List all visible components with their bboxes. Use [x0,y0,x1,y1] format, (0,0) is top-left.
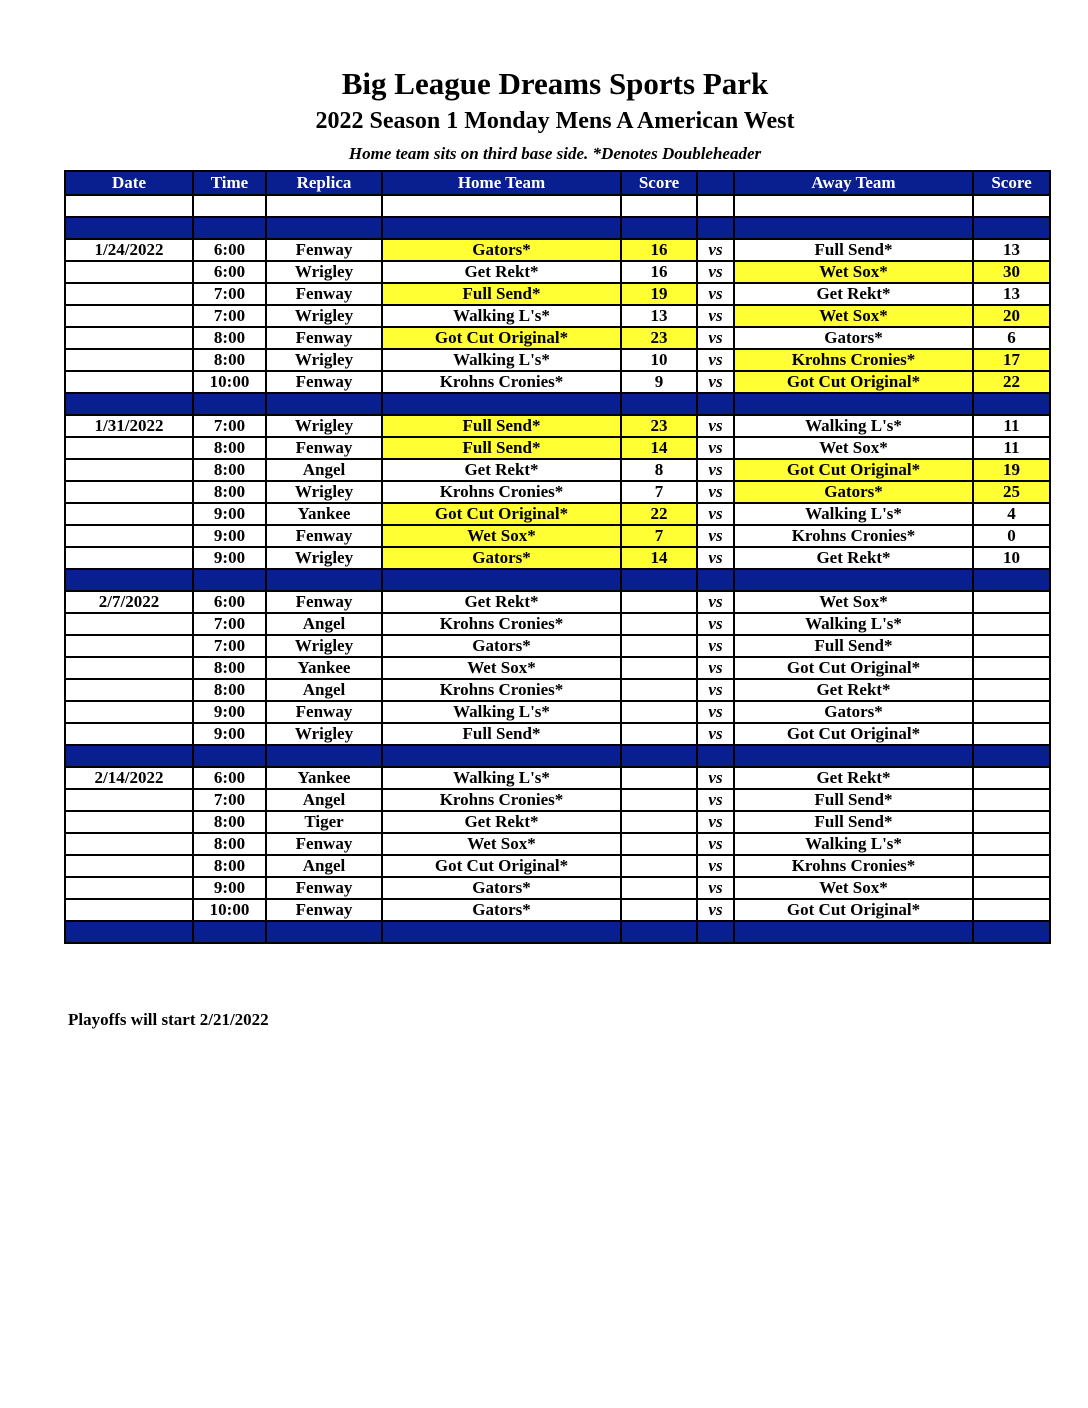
home-team: Walking L's* [382,701,621,723]
game-row [65,349,1050,371]
col-header-home-team: Home Team [382,171,621,195]
game-replica: Angel [266,855,382,877]
away-team: Krohns Cronies* [734,349,973,371]
away-team: Gators* [734,701,973,723]
away-team: Get Rekt* [734,679,973,701]
away-score [973,833,1050,855]
vs-label: vs [697,723,734,745]
home-score: 10 [621,349,697,371]
home-team: Got Cut Original* [382,327,621,349]
away-team: Krohns Cronies* [734,855,973,877]
col-header-away-team: Away Team [734,171,973,195]
game-row [65,789,1050,811]
game-time: 10:00 [193,371,266,393]
game-date: 2/14/2022 [65,767,193,789]
home-team: Krohns Cronies* [382,789,621,811]
game-date [65,701,193,723]
home-score: 19 [621,283,697,305]
away-score [973,811,1050,833]
away-score: 13 [973,283,1050,305]
away-score: 0 [973,525,1050,547]
away-team: Wet Sox* [734,877,973,899]
game-replica: Fenway [266,899,382,921]
game-time: 8:00 [193,657,266,679]
col-header-date: Date [65,171,193,195]
game-date [65,723,193,745]
game-time: 10:00 [193,899,266,921]
game-row [65,525,1050,547]
away-team: Krohns Cronies* [734,525,973,547]
game-row [65,437,1050,459]
game-replica: Angel [266,613,382,635]
home-score: 8 [621,459,697,481]
game-time: 6:00 [193,767,266,789]
home-team: Full Send* [382,723,621,745]
game-date [65,437,193,459]
game-date [65,635,193,657]
game-date: 1/31/2022 [65,415,193,437]
home-team: Walking L's* [382,305,621,327]
game-row [65,547,1050,569]
away-team: Walking L's* [734,613,973,635]
game-time: 7:00 [193,283,266,305]
home-score [621,767,697,789]
week-separator-band [65,569,1050,591]
home-score [621,679,697,701]
game-row [65,503,1050,525]
vs-label: vs [697,415,734,437]
away-score: 30 [973,261,1050,283]
away-team: Walking L's* [734,833,973,855]
home-team: Gators* [382,239,621,261]
col-header-home-score: Score [621,171,697,195]
game-replica: Yankee [266,503,382,525]
game-date [65,305,193,327]
game-replica: Fenway [266,591,382,613]
vs-label: vs [697,261,734,283]
home-team: Get Rekt* [382,459,621,481]
game-time: 9:00 [193,701,266,723]
game-replica: Fenway [266,371,382,393]
game-time: 9:00 [193,723,266,745]
vs-label: vs [697,525,734,547]
game-time: 8:00 [193,437,266,459]
away-score [973,701,1050,723]
header-note: Home team sits on third base side. *Denotes Doubleheader [348,144,762,163]
vs-label: vs [697,503,734,525]
home-score: 13 [621,305,697,327]
away-team: Get Rekt* [734,547,973,569]
away-score: 25 [973,481,1050,503]
vs-label: vs [697,811,734,833]
game-date [65,877,193,899]
game-replica: Yankee [266,767,382,789]
game-time: 7:00 [193,789,266,811]
game-row [65,613,1050,635]
home-team: Wet Sox* [382,657,621,679]
game-date [65,789,193,811]
home-team: Walking L's* [382,349,621,371]
away-score [973,767,1050,789]
game-replica: Wrigley [266,547,382,569]
game-replica: Tiger [266,811,382,833]
game-date [65,855,193,877]
away-team: Get Rekt* [734,767,973,789]
game-replica: Fenway [266,239,382,261]
game-replica: Wrigley [266,261,382,283]
vs-label: vs [697,481,734,503]
away-team: Got Cut Original* [734,371,973,393]
game-replica: Angel [266,789,382,811]
game-replica: Fenway [266,525,382,547]
game-row [65,327,1050,349]
vs-label: vs [697,371,734,393]
away-team: Walking L's* [734,503,973,525]
away-score: 17 [973,349,1050,371]
home-score [621,591,697,613]
away-score [973,723,1050,745]
game-date [65,503,193,525]
game-replica: Wrigley [266,349,382,371]
home-team: Krohns Cronies* [382,481,621,503]
home-team: Full Send* [382,415,621,437]
home-score [621,877,697,899]
game-row [65,899,1050,921]
home-score: 23 [621,327,697,349]
home-score: 9 [621,371,697,393]
away-team: Got Cut Original* [734,459,973,481]
home-score [621,811,697,833]
home-score: 22 [621,503,697,525]
game-time: 8:00 [193,349,266,371]
game-date [65,899,193,921]
game-row [65,415,1050,437]
game-replica: Fenway [266,283,382,305]
home-score [621,701,697,723]
away-score: 20 [973,305,1050,327]
home-score [621,855,697,877]
game-replica: Fenway [266,327,382,349]
home-team: Krohns Cronies* [382,613,621,635]
page-subtitle: 2022 Season 1 Monday Mens A American West [315,108,795,134]
vs-label: vs [697,239,734,261]
col-header-time: Time [193,171,266,195]
game-date [65,459,193,481]
vs-label: vs [697,305,734,327]
home-team: Got Cut Original* [382,503,621,525]
game-row [65,723,1050,745]
vs-label: vs [697,657,734,679]
game-time: 9:00 [193,525,266,547]
home-team: Gators* [382,547,621,569]
game-row [65,767,1050,789]
game-date [65,613,193,635]
away-score [973,789,1050,811]
vs-label: vs [697,591,734,613]
away-score [973,899,1050,921]
col-header-replica: Replica [266,171,382,195]
home-score: 16 [621,239,697,261]
week-separator-band [65,921,1050,943]
vs-label: vs [697,635,734,657]
game-date [65,679,193,701]
game-row [65,371,1050,393]
home-score: 7 [621,481,697,503]
game-time: 8:00 [193,481,266,503]
vs-label: vs [697,547,734,569]
game-row [65,855,1050,877]
game-date [65,547,193,569]
game-date [65,371,193,393]
game-row [65,305,1050,327]
home-score: 14 [621,547,697,569]
game-replica: Wrigley [266,635,382,657]
away-team: Full Send* [734,811,973,833]
game-replica: Wrigley [266,305,382,327]
game-replica: Fenway [266,701,382,723]
game-row [65,811,1050,833]
game-time: 7:00 [193,305,266,327]
game-date [65,811,193,833]
home-team: Wet Sox* [382,525,621,547]
away-score: 11 [973,437,1050,459]
week-separator-band [65,217,1050,239]
game-replica: Angel [266,459,382,481]
game-replica: Wrigley [266,481,382,503]
home-team: Gators* [382,635,621,657]
away-score [973,613,1050,635]
vs-label: vs [697,855,734,877]
home-team: Full Send* [382,437,621,459]
away-score: 4 [973,503,1050,525]
home-team: Walking L's* [382,767,621,789]
vs-label: vs [697,327,734,349]
vs-label: vs [697,459,734,481]
page-title: Big League Dreams Sports Park [341,66,769,101]
vs-label: vs [697,789,734,811]
home-score [621,789,697,811]
home-score [621,899,697,921]
game-time: 9:00 [193,547,266,569]
schedule-body [65,195,1050,943]
game-time: 6:00 [193,239,266,261]
home-team: Krohns Cronies* [382,679,621,701]
home-score: 14 [621,437,697,459]
game-time: 8:00 [193,327,266,349]
vs-label: vs [697,833,734,855]
vs-label: vs [697,899,734,921]
game-time: 9:00 [193,503,266,525]
game-time: 8:00 [193,855,266,877]
away-team: Walking L's* [734,415,973,437]
home-team: Got Cut Original* [382,855,621,877]
game-replica: Fenway [266,437,382,459]
home-score: 7 [621,525,697,547]
home-score [621,723,697,745]
away-score: 11 [973,415,1050,437]
game-replica: Yankee [266,657,382,679]
home-team: Gators* [382,877,621,899]
game-date: 1/24/2022 [65,239,193,261]
game-row [65,283,1050,305]
home-team: Full Send* [382,283,621,305]
away-team: Wet Sox* [734,591,973,613]
home-team: Get Rekt* [382,811,621,833]
vs-label: vs [697,437,734,459]
vs-label: vs [697,349,734,371]
game-time: 6:00 [193,261,266,283]
game-time: 9:00 [193,877,266,899]
game-row [65,657,1050,679]
game-time: 7:00 [193,613,266,635]
vs-label: vs [697,679,734,701]
game-replica: Angel [266,679,382,701]
away-team: Wet Sox* [734,305,973,327]
vs-label: vs [697,613,734,635]
week-separator-band [65,393,1050,415]
away-score: 22 [973,371,1050,393]
game-replica: Fenway [266,833,382,855]
col-header-vs [697,171,734,195]
game-row [65,481,1050,503]
game-date [65,833,193,855]
game-time: 8:00 [193,459,266,481]
away-team: Full Send* [734,789,973,811]
game-row [65,261,1050,283]
away-score [973,591,1050,613]
home-team: Wet Sox* [382,833,621,855]
home-score: 23 [621,415,697,437]
game-date [65,481,193,503]
away-score [973,635,1050,657]
game-time: 6:00 [193,591,266,613]
home-score [621,657,697,679]
game-date [65,657,193,679]
vs-label: vs [697,283,734,305]
away-score: 6 [973,327,1050,349]
away-team: Gators* [734,327,973,349]
away-team: Get Rekt* [734,283,973,305]
game-replica: Wrigley [266,415,382,437]
away-team: Gators* [734,481,973,503]
game-time: 8:00 [193,833,266,855]
blank-row [65,195,1050,217]
table-header-row [65,171,1050,195]
away-score [973,657,1050,679]
away-team: Got Cut Original* [734,657,973,679]
game-row [65,877,1050,899]
home-score [621,833,697,855]
game-time: 8:00 [193,811,266,833]
game-time: 8:00 [193,679,266,701]
game-date [65,327,193,349]
playoffs-note: Playoffs will start 2/21/2022 [68,1010,269,1029]
game-date [65,349,193,371]
game-time: 7:00 [193,415,266,437]
away-score [973,679,1050,701]
game-row [65,701,1050,723]
col-header-away-score: Score [973,171,1050,195]
game-replica: Fenway [266,877,382,899]
home-score [621,613,697,635]
game-row [65,635,1050,657]
home-team: Get Rekt* [382,261,621,283]
away-team: Got Cut Original* [734,899,973,921]
game-time: 7:00 [193,635,266,657]
game-replica: Wrigley [266,723,382,745]
game-date [65,283,193,305]
schedule-table [64,170,1051,944]
vs-label: vs [697,701,734,723]
away-score: 13 [973,239,1050,261]
game-row [65,833,1050,855]
week-separator-band [65,745,1050,767]
away-score: 19 [973,459,1050,481]
away-score: 10 [973,547,1050,569]
away-team: Full Send* [734,239,973,261]
game-row [65,591,1050,613]
game-date: 2/7/2022 [65,591,193,613]
game-row [65,459,1050,481]
away-score [973,877,1050,899]
away-team: Wet Sox* [734,437,973,459]
home-score [621,635,697,657]
vs-label: vs [697,877,734,899]
game-row [65,239,1050,261]
game-row [65,679,1050,701]
away-team: Wet Sox* [734,261,973,283]
vs-label: vs [697,767,734,789]
game-date [65,525,193,547]
home-team: Krohns Cronies* [382,371,621,393]
away-score [973,855,1050,877]
home-team: Gators* [382,899,621,921]
away-team: Got Cut Original* [734,723,973,745]
home-team: Get Rekt* [382,591,621,613]
away-team: Full Send* [734,635,973,657]
home-score: 16 [621,261,697,283]
game-date [65,261,193,283]
